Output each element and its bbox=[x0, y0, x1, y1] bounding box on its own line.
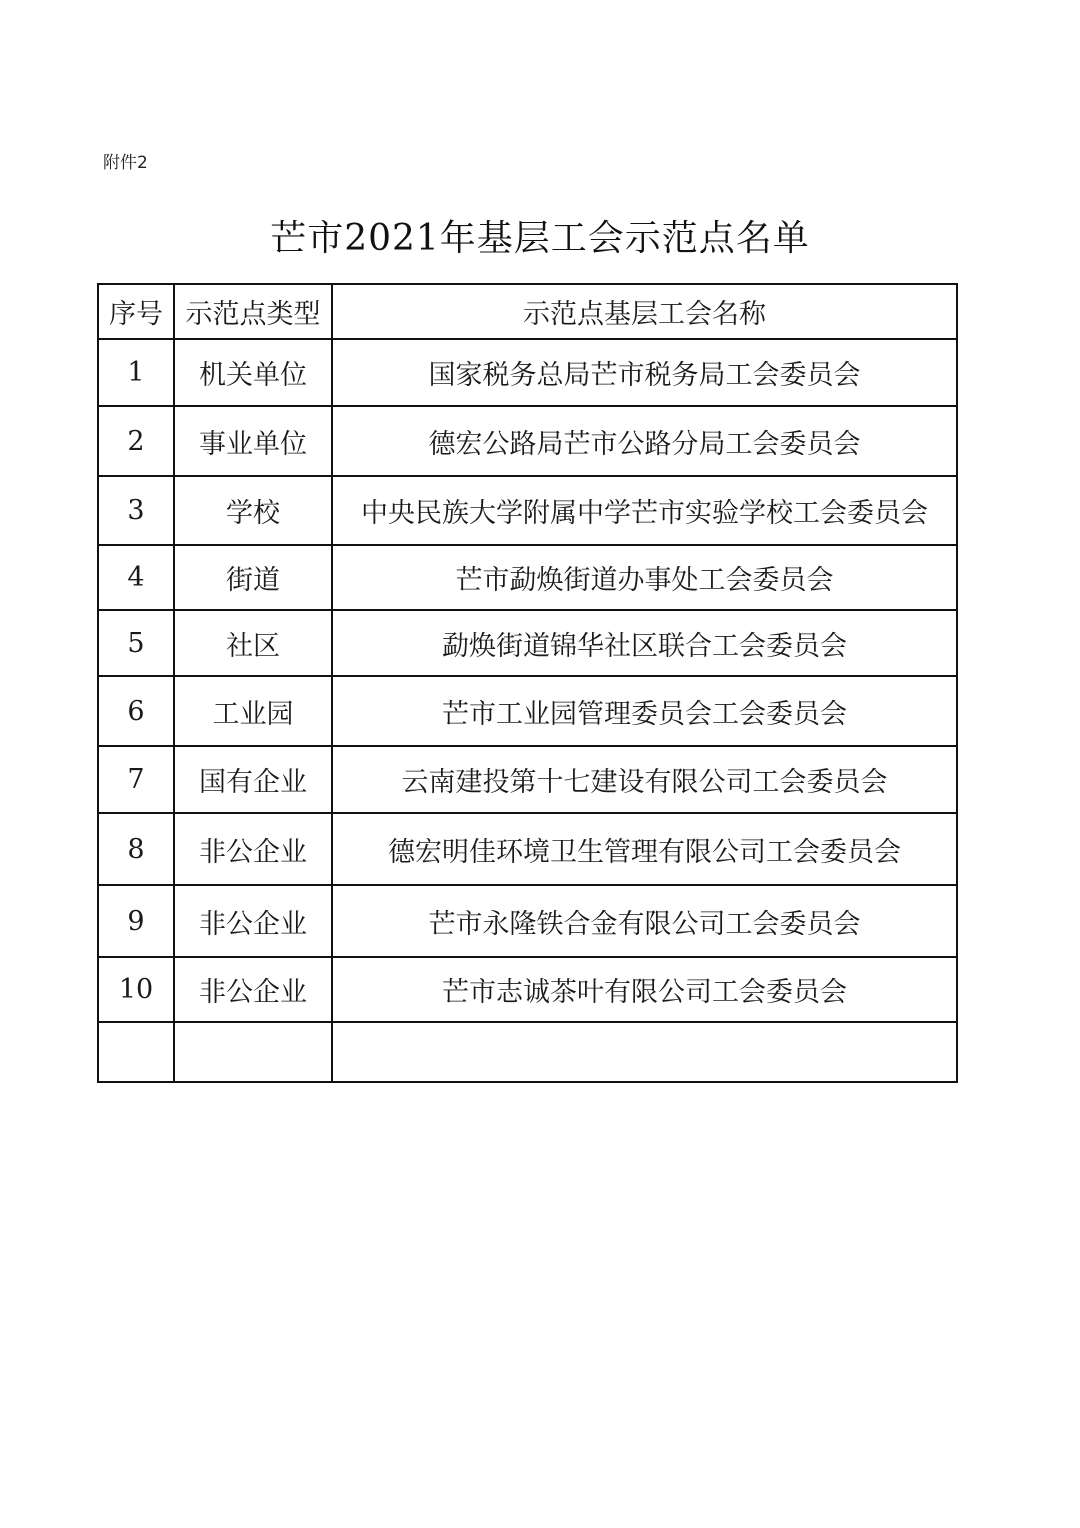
cell-site-type: 事业单位 bbox=[174, 406, 332, 476]
cell-serial-number bbox=[98, 1022, 174, 1082]
cell-site-type: 非公企业 bbox=[174, 957, 332, 1022]
cell-serial-number: 9 bbox=[98, 885, 174, 957]
cell-union-name: 云南建投第十七建设有限公司工会委员会 bbox=[332, 746, 957, 813]
demo-site-table bbox=[97, 283, 958, 1083]
cell-serial-number: 1 bbox=[98, 339, 174, 406]
header-serial-number: 序号 bbox=[98, 284, 174, 339]
cell-site-type: 国有企业 bbox=[174, 746, 332, 813]
cell-union-name: 国家税务总局芒市税务局工会委员会 bbox=[332, 339, 957, 406]
cell-union-name: 德宏公路局芒市公路分局工会委员会 bbox=[332, 406, 957, 476]
table-row bbox=[98, 476, 957, 545]
header-site-type: 示范点类型 bbox=[174, 284, 332, 339]
cell-serial-number: 8 bbox=[98, 813, 174, 885]
cell-site-type: 学校 bbox=[174, 476, 332, 545]
cell-union-name: 芒市工业园管理委员会工会委员会 bbox=[332, 676, 957, 746]
cell-union-name: 芒市永隆铁合金有限公司工会委员会 bbox=[332, 885, 957, 957]
cell-union-name: 勐焕街道锦华社区联合工会委员会 bbox=[332, 610, 957, 676]
cell-union-name: 芒市志诚茶叶有限公司工会委员会 bbox=[332, 957, 957, 1022]
cell-site-type: 工业园 bbox=[174, 676, 332, 746]
table-row bbox=[98, 676, 957, 746]
table-row-empty bbox=[98, 1022, 957, 1082]
table-row bbox=[98, 813, 957, 885]
cell-serial-number: 5 bbox=[98, 610, 174, 676]
cell-union-name: 芒市勐焕街道办事处工会委员会 bbox=[332, 545, 957, 610]
cell-union-name: 德宏明佳环境卫生管理有限公司工会委员会 bbox=[332, 813, 957, 885]
table-row bbox=[98, 746, 957, 813]
table-row bbox=[98, 545, 957, 610]
table-row bbox=[98, 406, 957, 476]
cell-site-type: 非公企业 bbox=[174, 885, 332, 957]
document-title: 芒市2021年基层工会示范点名单 bbox=[270, 218, 810, 259]
cell-serial-number: 10 bbox=[98, 957, 174, 1022]
cell-site-type: 机关单位 bbox=[174, 339, 332, 406]
table-header-row bbox=[98, 284, 957, 339]
table-row bbox=[98, 339, 957, 406]
table-row bbox=[98, 885, 957, 957]
cell-union-name: 中央民族大学附属中学芒市实验学校工会委员会 bbox=[332, 476, 957, 545]
cell-serial-number: 6 bbox=[98, 676, 174, 746]
table-row bbox=[98, 957, 957, 1022]
attachment-label: 附件2 bbox=[103, 153, 148, 173]
cell-site-type: 非公企业 bbox=[174, 813, 332, 885]
cell-site-type bbox=[174, 1022, 332, 1082]
cell-union-name bbox=[332, 1022, 957, 1082]
cell-site-type: 社区 bbox=[174, 610, 332, 676]
cell-serial-number: 2 bbox=[98, 406, 174, 476]
cell-serial-number: 7 bbox=[98, 746, 174, 813]
table-row bbox=[98, 610, 957, 676]
header-union-name: 示范点基层工会名称 bbox=[332, 284, 957, 339]
cell-serial-number: 3 bbox=[98, 476, 174, 545]
cell-site-type: 街道 bbox=[174, 545, 332, 610]
cell-serial-number: 4 bbox=[98, 545, 174, 610]
